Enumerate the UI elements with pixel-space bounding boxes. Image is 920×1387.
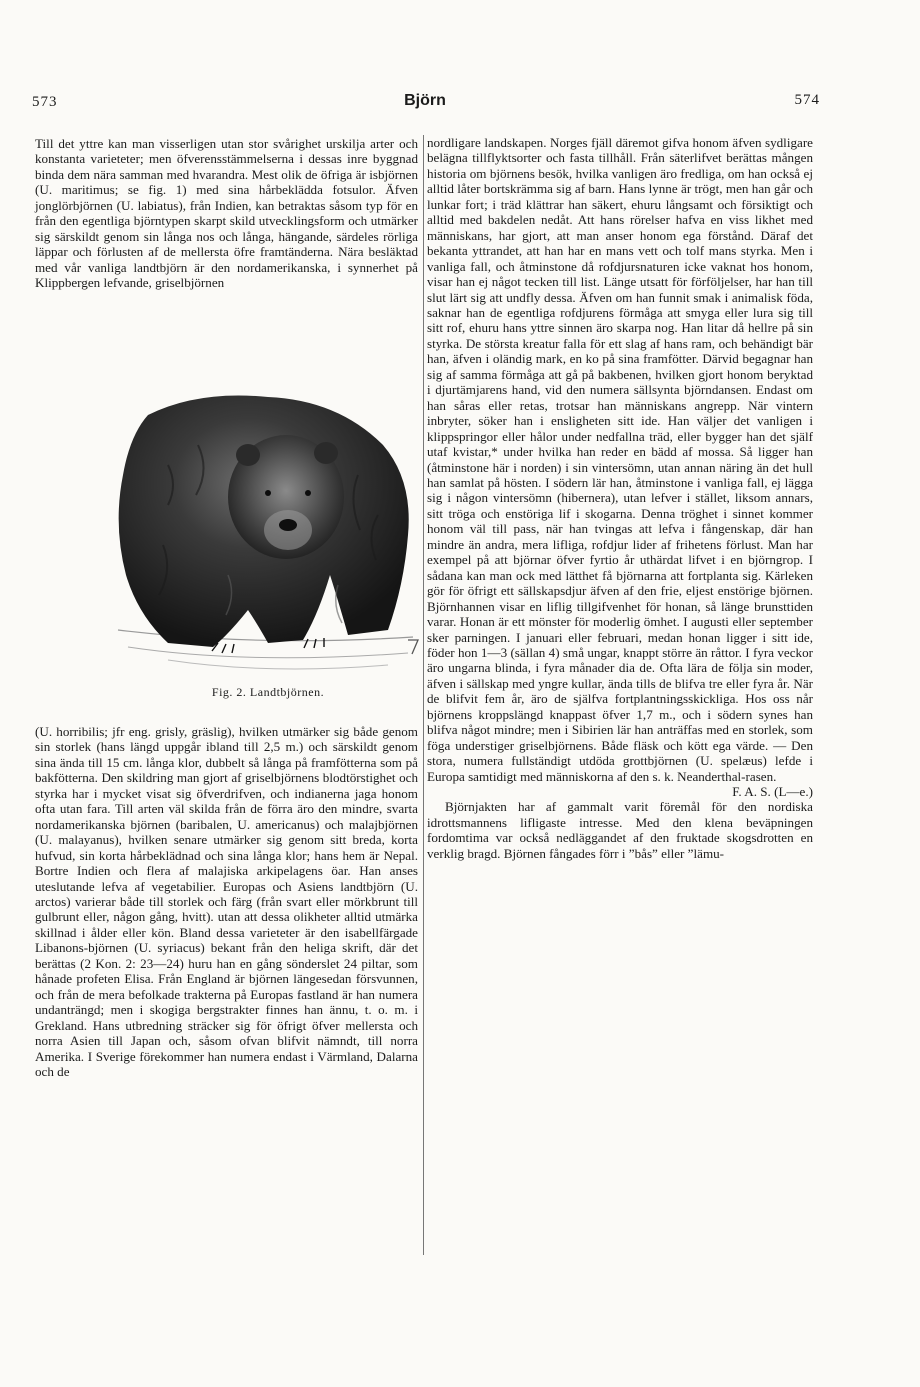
running-title: Björn [404,92,446,109]
right-column [427,135,813,861]
paragraph-bear-species: Till det yttre kan man visserligen utan stor svårighet urskilja arter och konstanta varieteter; men öfverensstämmelserna i dessas inre byggnad binda dem nära samman med hvarandra. Mest olik de öfriga är isbjörnen (U. maritimus; se fig. 1) med sina hårbeklädda fotsulor. Äfven jonglörbjörnen (U. labiatus), från Indien, kan betraktas såsom typ för en från den egentliga björntypen skarpt skild utvecklingsform och utmärker sig särskildt genom sin långa nos och långa, hängande, särdeles rörliga läppar och förlusten af de mellersta öfre framtänderna. Nära besläktad med vår vanliga landtbjörn är den nordamerikanska, i synnerhet på Klippbergen lefvande, griselbjörnen [35,136,418,291]
paragraph-bear-hunting: Björnjakten har af gammalt varit föremål för den nordiska idrottsmannens lifligaste intresse. Med den klena beväpningen fordomtima var också nedläggandet af den fruktade skogsdrotten en verklig bragd. Björnen fångades förr i ”bås” eller ”lämu- [427,799,813,861]
paragraph-bear-behaviour: nordligare landskapen. Norges fjäll däremot gifva honom äfven sydligare belägna tillflyktsorter och fasta tillhåll. Från säterlifvet berättas mången historia om björnens besök, hvilka vanligen äro fredliga, om han också ej alltid låter bortskrämma sig af barn. Hans lynne är trögt, men han går och lunkar fort; i träd klättrar han säkert, ehuru långsamt och försiktigt och alltid med bakdelen nedåt. Att hans rörelser hafva en viss likhet med människans, har gjort, att man anser honom ega förstånd. Däraf det bekanta yttrandet, att han har en mans vett och tolf mans styrka. Men i vanliga fall, och åtminstone då rofdjursnaturen icke vaknat hos honom, visar han ej något tecken till list. Länge utsatt för förföljelser, har han till slut lärt sig att undfly dessa. Äfven om han funnit smak i animalisk föda, saknar han de egentliga rofdjurens förmåga att smyga eller lura sig till sitt rof, ehuru hans yttre sinnen äro skarpa nog. Han litar då hellre på sin styrka. De största kreatur falla för ett slag af hans ram, och behändigt bär han, äfven i oländig mark, en ko på sina framfötter. Därvid begagnar han sig af samma förmåga att gå på bakbenen, hvilken gjort honom beryktad i djurtämjarens hand, vid den numera sällsynta björndansen. Endast om han såras eller retas, trotsar han människans angrepp. När vintern inbryter, söker han i ensligheten sitt ide. Han väljer det vanligen i klippspringor eller hålor under nedfallna träd, eller bygger han det själf utaf kvistar,* under hvilka han reder en bädd af mossa. Så ligger han (åtminstone här i norden) i sin vintersömn, utan annan näring än det hull han samlat på hösten. I södern lär han, åtminstone i vanliga fall, ej lägga sig i någon vintersömn (hibernera), utan lefver i stället, liksom annars, sitt tröga och enstöriga lif i skogarna. Denna tröghet i sinnet kommer honom väl till pass, när han tvingas att lefva i fångenskap, där han mindre än andra, mera lifliga, rofdjur lider af frihetens förlust. Man har exempel på att björnar öfver fyrtio år uthärdat lifvet i en björngrop. I sådana kan man ock med lätthet få björnarna att fortplanta sig. Kärleken gör för öfrigt ett sällskapsdjur äfven af den frie, eljest enstörige björnen. Björnhannen visar en liflig tillgifvenhet för honan, så länge brunsttiden varar. Honan är ett mönster för moderlig ömhet. I augusti eller september sker parningen. I januari eller februari, medan honan ligger i sitt ide, föder hon 1—3 (sällan 4) små ungar, knappt större än råttor. I fyra veckor äro ungarna blinda, i fyra månader dia de. Ofta lära de följa sin moder, äfven i sällskap med yngre kullar, ända tills de blifva tre eller fyra år. När de blifvit fem år, äro de själfva fortplantningsskickliga. Hos oss når björnens kroppslängd knappast öfver 1,7 m., och i södern synes han blifva något mindre; men i Sibirien lär han anträffas med en storlek, som föga understiger griselbjörnens. Både fläsk och kött ega värde. — Den stora, numera fullständigt utdöda grottbjörnen (U. spelæus) lefde i Europa samtidigt med människorna af den s. k. Neanderthal-rasen. [427,135,813,784]
page-number-left: 573 [32,94,58,110]
author-signature: F. A. S. (L—e.) [732,784,813,800]
figure-caption: Fig. 2. Landtbjörnen. [211,685,325,699]
column-divider [423,135,424,1255]
page-header [30,92,820,120]
figure-brown-bear [108,385,428,699]
left-column-top [35,136,418,291]
page-number-right: 574 [794,92,820,108]
paragraph-grizzly-and-brown-bear: (U. horribilis; jfr eng. grisly, gräslig), hvilken utmärker sig både genom sin storlek (hans längd uppgår ibland till 2,5 m.) och särskildt genom sina ända till 15 cm. långa klor, dubbelt så långa på framfötterna som på bakfötterna. Den skildring man gjort af griselbjörnens blodtörstighet och styrka har i mycket visat sig öfverdrifven, och indianerna jaga honom ofta utan fara. Till arten väl skilda från de förra äro den mindre, svarta nordamerikanska björnen (baribalen, U. americanus) och malajbjörnen (U. malayanus), hvilken senare utmärker sig genom sitt breda, korta hufvud, sin korta hårbeklädnad och sina långa klor; hans hem är Nepal. Bortre Indien och flera af malajiska arkipelagens öar. Han anses uteslutande lefva af vegetabilier. Europas och Asiens landtbjörn (U. arctos) varierar både till storlek och färg (från svart eller mörkbrunt till gulbrunt eller, någon gång, hvitt). utan att dessa olikheter alltid utmärka skillnad i ålder eller kön. Bland dessa varieteter är den isabellfärgade Libanons-björnen (U. syriacus) bekant från den heliga skrift, där det berättas (2 Kon. 2: 23—24) huru han en gång sönderslet 24 piltar, som hånade profeten Elisa. Från England är björnen längesedan försvunnen, och från de mera befolkade trakterna på Europas fastland är han numera undanträngd; men i skogiga bergstrakter finnes han ännu, t. o. m. i Grekland. Hans utbredning sträcker sig för öfrigt öfver mellersta och norra Asien till Japan och, såsom ofvan blifvit nämndt, till norra Amerika. I Sverige förekommer han numera endast i Värmland, Dalarna och de [35,724,418,1079]
brown-bear-illustration [108,385,428,675]
left-column-bottom [35,724,418,1079]
